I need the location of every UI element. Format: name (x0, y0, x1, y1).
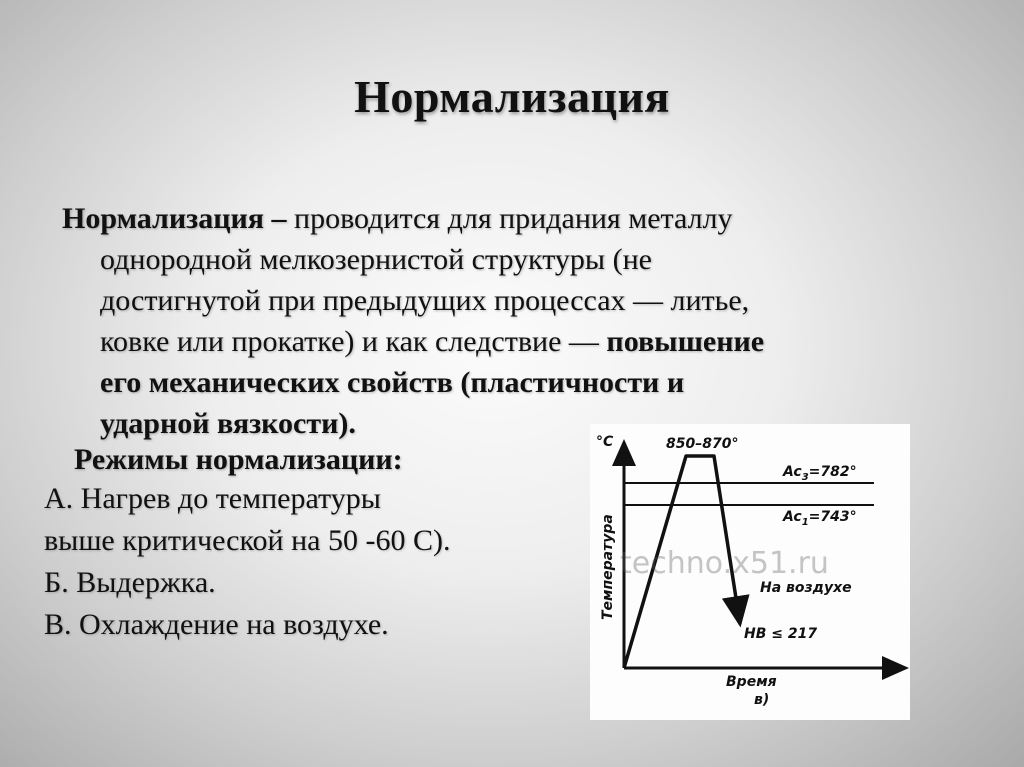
modes-title: Режимы нормализации: (74, 443, 403, 476)
y-unit-label: °С (596, 434, 614, 450)
hardness-label: НВ ≤ 217 (744, 626, 818, 642)
definition-line-1 (62, 198, 942, 239)
diagram-caption: в) (754, 692, 770, 708)
cooling-medium-label: На воздухе (760, 580, 852, 596)
ac1-value: =743° (808, 509, 857, 525)
ac1-symbol: Ac (783, 509, 802, 525)
ac1-label (782, 509, 857, 528)
mode-item: В. Охлаждение на воздухе. (44, 608, 389, 641)
definition-line-3: достигнутой при предыдущих процессах — литье, (100, 284, 750, 317)
definition-line-1-text: проводится для придания металлу (294, 202, 733, 235)
definition-line-2: однородной мелкозернистой структуры (не (100, 243, 652, 276)
y-axis-label: Температура (600, 514, 616, 620)
ac3-subscript: 3 (801, 472, 809, 483)
ac3-value: =782° (808, 464, 857, 480)
peak-temperature-label: 850–870° (666, 436, 739, 452)
mode-item: Б. Выдержка. (44, 566, 216, 599)
definition-line-4 (62, 321, 942, 362)
definition-line-4-bold: повышение (606, 325, 765, 358)
definition-line-5: его механических свойств (пластичности и (100, 366, 685, 399)
slide-title: Нормализация (354, 71, 670, 122)
definition-paragraph (62, 198, 942, 444)
watermark: techno.x51.ru (620, 546, 829, 581)
mode-item: выше критической на 50 -60 С). (44, 524, 451, 557)
mode-item: А. Нагрев до температуры (44, 482, 381, 515)
definition-line-6: ударной вязкости). (100, 407, 356, 440)
ac1-subscript: 1 (801, 517, 809, 528)
x-axis-label: Время (726, 674, 777, 690)
ac3-label (782, 464, 857, 483)
ac3-symbol: Ac (783, 464, 802, 480)
definition-dash: – (264, 202, 295, 235)
definition-term: Нормализация (62, 202, 265, 235)
definition-line-4-text: ковке или прокатке) и как следствие — (100, 325, 607, 358)
